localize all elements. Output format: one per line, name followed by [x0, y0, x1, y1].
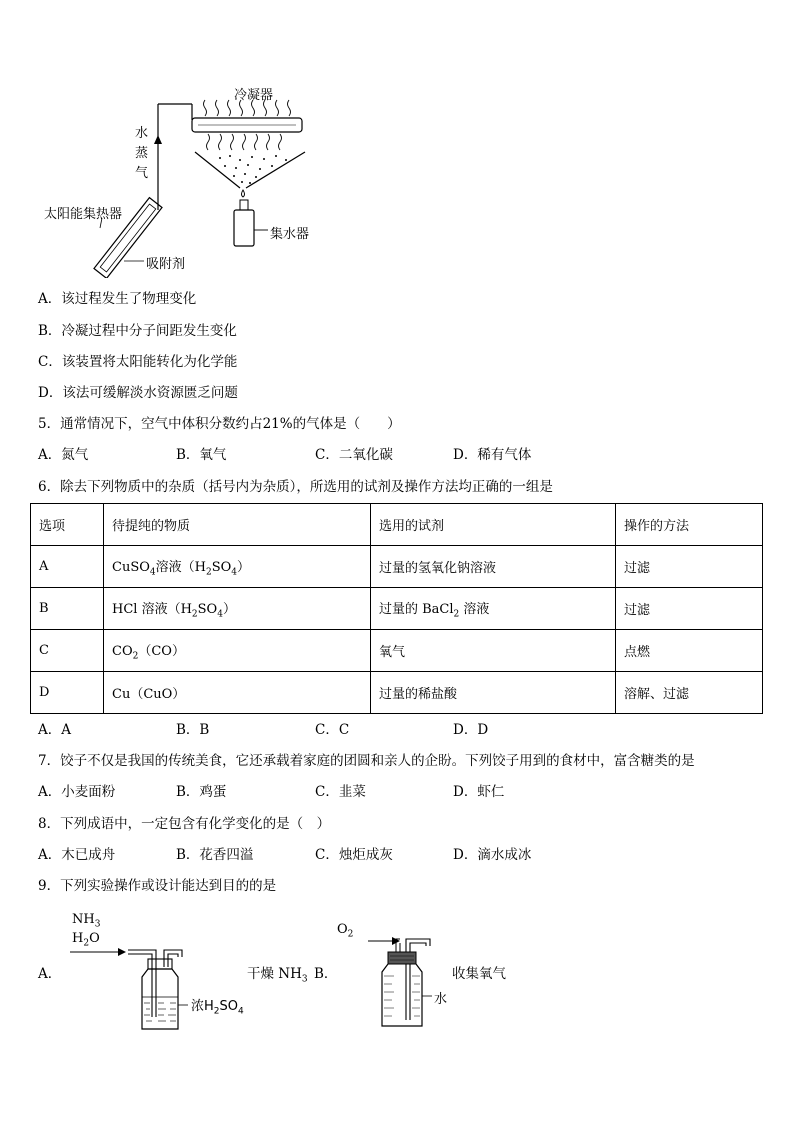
q9-b-gas: $O_2$ — [337, 922, 354, 940]
q6-option-c: C．C — [315, 722, 350, 738]
steam-char-3: 气 — [135, 166, 149, 181]
figure-solar-water-harvester — [40, 78, 340, 278]
q5-option-b: B．氧气 — [176, 447, 227, 463]
table-row — [31, 588, 763, 630]
q6-stem: 6．除去下列物质中的杂质（括号内为杂质），所选用的试剂及操作方法均正确的一组是 — [38, 479, 553, 495]
q9-option-b-diagram — [336, 930, 456, 1030]
row-a-option: A — [31, 546, 104, 588]
q5-stem: 5．通常情况下，空气中体积分数约占21%的气体是（ ） — [38, 416, 401, 432]
q7-option-c: C．韭菜 — [315, 784, 366, 800]
q8-option-b: B．花香四溢 — [176, 847, 254, 863]
adsorbent-label: 吸附剂 — [146, 257, 186, 272]
q7-option-a: A．小麦面粉 — [38, 784, 116, 800]
q9-a-liquid-label: 浓$H_2SO_4$ — [191, 999, 244, 1017]
row-d-reagent: 过量的稀盐酸 — [371, 672, 616, 714]
q5-option-d: D．稀有气体 — [453, 447, 532, 463]
q6-option-a: A．A — [38, 722, 71, 738]
q9-option-a-letter: A． — [38, 966, 62, 982]
row-a-method: 过滤 — [616, 546, 763, 588]
apparatus-diagram — [40, 78, 340, 278]
water-collector-label: 集水器 — [270, 227, 310, 242]
q7-option-d: D．虾仁 — [453, 784, 505, 800]
row-b-reagent: 过量的 BaCl$_2$ 溶液 — [371, 588, 616, 630]
q4-option-c: C．该装置将太阳能转化为化学能 — [38, 354, 238, 370]
q7-option-b: B．鸡蛋 — [176, 784, 227, 800]
table-header-row — [31, 504, 763, 546]
row-d-substance: Cu（CuO） — [104, 672, 371, 714]
q4-option-b: B．冷凝过程中分子间距发生变化 — [38, 323, 237, 339]
q9-option-b-letter: B． — [314, 966, 338, 982]
table-row — [31, 672, 763, 714]
table-row — [31, 630, 763, 672]
row-b-option: B — [31, 588, 104, 630]
row-b-method: 过滤 — [616, 588, 763, 630]
q8-option-d: D．滴水成冰 — [453, 847, 532, 863]
header-reagent: 选用的试剂 — [371, 504, 616, 546]
table-row — [31, 546, 763, 588]
header-method: 操作的方法 — [616, 504, 763, 546]
q4-option-a: A．该过程发生了物理变化 — [38, 291, 197, 307]
q5-option-a: A．氮气 — [38, 447, 89, 463]
row-c-reagent: 氧气 — [371, 630, 616, 672]
row-a-substance: CuSO$_4$溶液$(H_2SO_4)$ — [104, 546, 371, 588]
steam-label — [135, 124, 149, 184]
water-collection-bottle-diagram — [336, 930, 456, 1030]
row-c-substance: $CO_2(CO)$ — [104, 630, 371, 672]
q9-a-purpose: 干燥 $NH_3$ — [247, 966, 308, 985]
q8-option-a: A．木已成舟 — [38, 847, 116, 863]
q4-option-d: D．该法可缓解淡水资源匮乏问题 — [38, 385, 238, 401]
q9-b-liquid-label: 水 — [434, 992, 448, 1007]
q8-stem: 8．下列成语中，一定包含有化学变化的是（ ） — [38, 816, 331, 832]
row-c-method: 点燃 — [616, 630, 763, 672]
q6-option-d: D．D — [453, 722, 489, 738]
condenser-label: 冷凝器 — [234, 88, 274, 103]
q9-stem: 9．下列实验操作或设计能达到目的的是 — [38, 878, 277, 894]
q9-b-purpose: 收集氧气 — [452, 966, 506, 982]
q6-option-b: B．B — [176, 722, 210, 738]
q9-a-gas-1: $NH_3$ — [72, 912, 101, 930]
q7-stem: 7．饺子不仅是我国的传统美食，它还承载着家庭的团圆和亲人的企盼。下列饺子用到的食材中，富含糖类的是 — [38, 753, 695, 769]
row-a-reagent: 过量的氢氧化钠溶液 — [371, 546, 616, 588]
q6-table — [30, 503, 763, 714]
q5-option-c: C．二氧化碳 — [315, 447, 393, 463]
header-option: 选项 — [31, 504, 104, 546]
row-c-option: C — [31, 630, 104, 672]
solar-collector-label: 太阳能集热器 — [44, 207, 123, 222]
steam-arrow — [154, 135, 162, 144]
q8-option-c: C．烛炬成灰 — [315, 847, 393, 863]
steam-char-1: 水 — [135, 126, 149, 141]
row-b-substance: HCl 溶液$(H_2SO_4)$ — [104, 588, 371, 630]
header-substance: 待提纯的物质 — [104, 504, 371, 546]
water-collector-bottle — [234, 210, 254, 246]
row-d-option: D — [31, 672, 104, 714]
steam-char-2: 蒸 — [135, 146, 149, 161]
q9-a-gas-2: $H_2O$ — [72, 931, 100, 949]
row-d-method: 溶解、过滤 — [616, 672, 763, 714]
